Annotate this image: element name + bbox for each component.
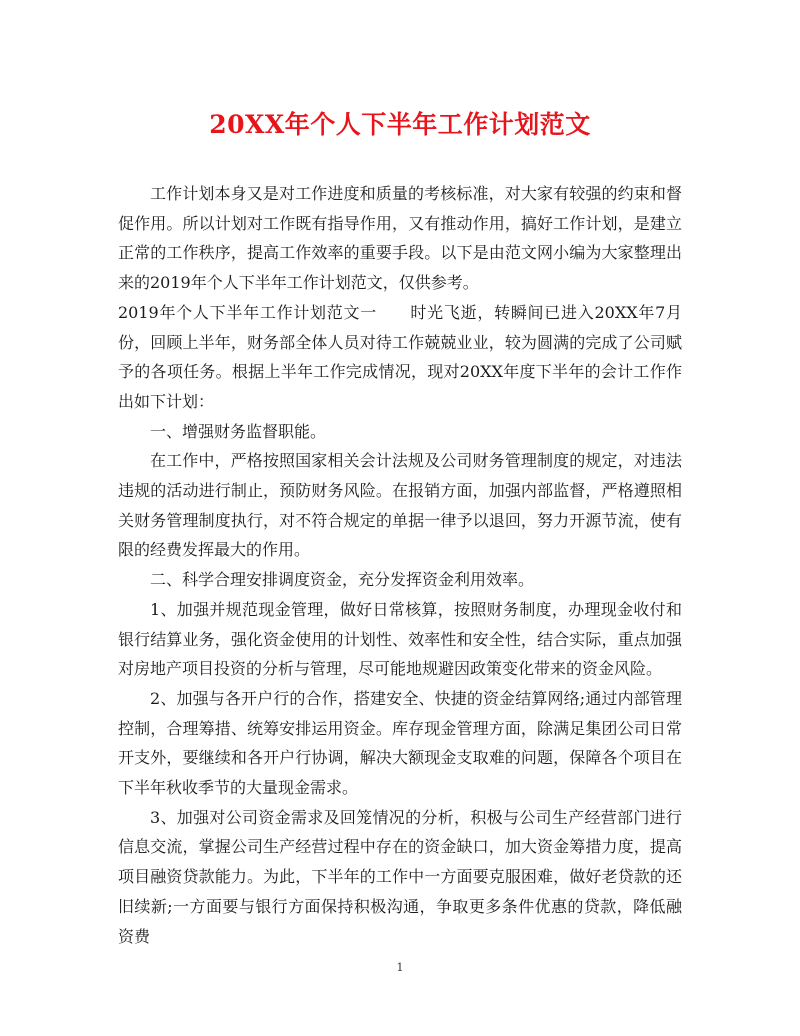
page-number: 1 (396, 961, 404, 974)
paragraph-plan-one: 2019年个人下半年工作计划范文一 时光飞逝，转瞬间已进入20XX年7月份，回顾上半年，财务部全体人员对待工作兢兢业业，较为圆满的完成了公司赋予的各项任务。根据上半年工作完成情况，现对20XX年度下半年的会计工作作出如下计划： (118, 302, 682, 411)
paragraph-intro: 工作计划本身又是对工作进度和质量的考核标准，对大家有较强的约束和督促作用。所以计划对工作既有指导作用，又有推动作用，搞好工作计划，是建立正常的工作秩序，提高工作效率的重要手段。以下是由范文网小编为大家整理出来的2019年个人下半年工作计划范文，仅供参考。 (118, 184, 682, 293)
document-title: 20XX年个人下半年工作计划范文 (209, 110, 591, 139)
paragraph-item-1: 1、加强并规范现金管理，做好日常核算，按照财务制度，办理现金收付和银行结算业务，强化资金使用的计划性、效率性和安全性，结合实际，重点加强对房地产项目投资的分析与管理，尽可能地规避因政策变化带来的资金风险。 (118, 599, 682, 679)
paragraph-section-one: 在工作中，严格按照国家相关会计法规及公司财务管理制度的规定，对违法违规的活动进行制止，预防财务风险。在报销方面，加强内部监督，严格遵照相关财务管理制度执行，对不符合规定的单据一律予以退回，努力开源节流，使有限的经费发挥最大的作用。 (118, 451, 682, 560)
document-body (118, 179, 682, 951)
paragraph-item-3: 3、加强对公司资金需求及回笼情况的分析，积极与公司生产经营部门进行信息交流，掌握公司生产经营过程中存在的资金缺口，加大资金筹措力度，提高项目融资贷款能力。为此，下半年的工作中一方面要克服困难，做好老贷款的还旧续新;一方面要与银行方面保持积极沟通，争取更多条件优惠的贷款，降低融资费 (118, 807, 682, 946)
paragraph-item-2: 2、加强与各开户行的合作，搭建安全、快捷的资金结算网络;通过内部管理控制，合理筹措、统筹安排运用资金。库存现金管理方面，除满足集团公司日常开支外，要继续和各开户行协调，解决大额现金支取难的问题，保障各个项目在下半年秋收季节的大量现金需求。 (118, 688, 682, 798)
heading-section-two: 二、科学合理安排调度资金，充分发挥资金利用效率。 (150, 570, 535, 590)
heading-section-one: 一、增强财务监督职能。 (150, 421, 327, 441)
